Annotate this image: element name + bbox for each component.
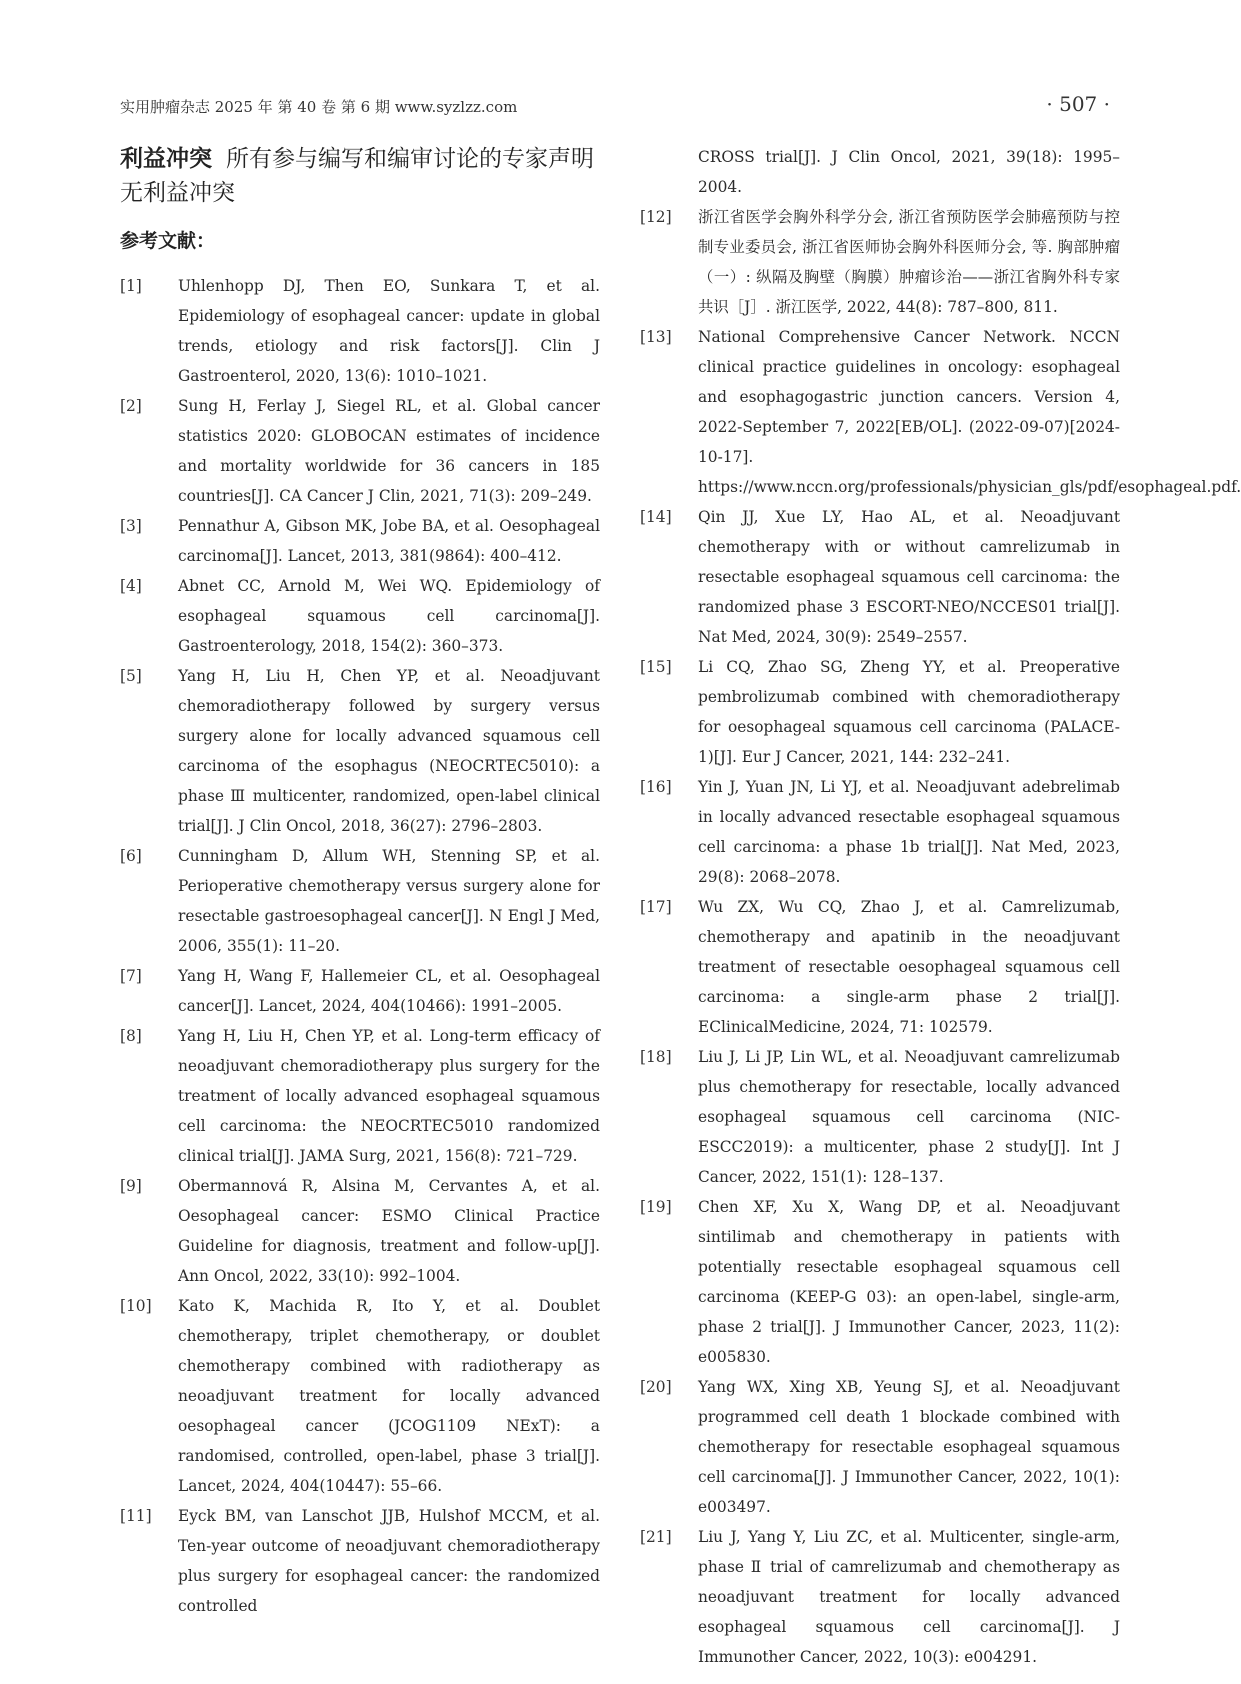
reference-text: Pennathur A, Gibson MK, Jobe BA, et al. Oesophageal carcinoma[J]. Lancet, 2013, 381(9864): 400–412. bbox=[178, 517, 600, 565]
reference-text: Li CQ, Zhao SG, Zheng YY, et al. Preoperative pembrolizumab combined with chemoradiotherapy for oesophageal squamous cell carcinoma (PALACE-1)[J]. Eur J Cancer, 2021, 144: 232–241. bbox=[698, 658, 1120, 766]
reference-number: [16] bbox=[640, 778, 672, 796]
reference-text: Wu ZX, Wu CQ, Zhao J, et al. Camrelizumab, chemotherapy and apatinib in the neoadjuvant treatment of resectable oesophageal squamous cell carcinoma: a single-arm phase 2 trial[J]. EClinicalMedicine, 2024, 71: 102579. bbox=[698, 898, 1120, 1036]
reference-item bbox=[640, 322, 1241, 502]
reference-text: Yang H, Wang F, Hallemeier CL, et al. Oesophageal cancer[J]. Lancet, 2024, 404(10466): 1991–2005. bbox=[178, 967, 600, 1015]
conflict-of-interest-label: 利益冲突 bbox=[120, 146, 212, 172]
reference-text: Cunningham D, Allum WH, Stenning SP, et al. Perioperative chemotherapy versus surgery alone for resectable gastroesophageal cancer[J]. N Engl J Med, 2006, 355(1): 11–20. bbox=[178, 847, 600, 955]
reference-item bbox=[640, 652, 1120, 772]
references-heading: 参考文献： bbox=[120, 230, 216, 252]
reference-text: Yang H, Liu H, Chen YP, et al. Neoadjuvant chemoradiotherapy followed by surgery versus surgery alone for locally advanced squamous cell carcinoma of the esophagus (NEOCRTEC5010): a phase Ⅲ multicenter, randomized, open-label clinical trial[J]. J Clin Oncol, 2018, 36(27): 2796–2803. bbox=[178, 667, 600, 835]
reference-number: [18] bbox=[640, 1048, 672, 1066]
reference-text: 浙江省医学会胸外科学分会, 浙江省预防医学会肺癌预防与控制专业委员会, 浙江省医师协会胸外科医师分会, 等. 胸部肿瘤（一）: 纵隔及胸壁（胸膜）肿瘤诊治——浙江省胸外科专家共识［J］. 浙江医学, 2022, 44(8): 787–800, 811. bbox=[698, 208, 1120, 316]
reference-number: [15] bbox=[640, 658, 672, 676]
reference-text: National Comprehensive Cancer Network. NCCN clinical practice guidelines in oncology: esophageal and esophagogastric junction cancers. Version 4, 2022-September 7, 2022[EB/OL]. (2022-09-07)[2024-10-17]. https://www.nccn.org/professionals/physician_gls/pdf/esophageal.pdf. bbox=[698, 328, 1241, 496]
reference-item bbox=[120, 511, 600, 571]
reference-item bbox=[120, 1171, 600, 1291]
reference-item bbox=[120, 1291, 600, 1501]
reference-number: [8] bbox=[120, 1027, 142, 1045]
reference-number: [17] bbox=[640, 898, 672, 916]
reference-text: Liu J, Li JP, Lin WL, et al. Neoadjuvant camrelizumab plus chemotherapy for resectable, locally advanced esophageal squamous cell carcinoma (NIC-ESCC2019): a multicenter, phase 2 study[J]. Int J Cancer, 2022, 151(1): 128–137. bbox=[698, 1048, 1120, 1186]
reference-list-left bbox=[120, 271, 600, 1621]
reference-item bbox=[120, 271, 600, 391]
reference-text: Yin J, Yuan JN, Li YJ, et al. Neoadjuvant adebrelimab in locally advanced resectable esophageal squamous cell carcinoma: a phase 1b trial[J]. Nat Med, 2023, 29(8): 2068–2078. bbox=[698, 778, 1120, 886]
reference-continuation: CROSS trial[J]. J Clin Oncol, 2021, 39(18): 1995–2004. bbox=[698, 148, 1120, 196]
reference-item bbox=[640, 892, 1120, 1042]
reference-item bbox=[640, 1042, 1120, 1192]
page-header bbox=[120, 92, 1110, 122]
reference-item bbox=[120, 841, 600, 961]
reference-number: [21] bbox=[640, 1528, 672, 1546]
reference-item bbox=[640, 772, 1120, 892]
reference-text: Qin JJ, Xue LY, Hao AL, et al. Neoadjuvant chemotherapy with or without camrelizumab in resectable esophageal squamous cell carcinoma: the randomized phase 3 ESCORT-NEO/NCCES01 trial[J]. Nat Med, 2024, 30(9): 2549–2557. bbox=[698, 508, 1120, 646]
reference-text: Kato K, Machida R, Ito Y, et al. Doublet chemotherapy, triplet chemotherapy, or doublet chemotherapy combined with radiotherapy as neoadjuvant treatment for locally advanced oesophageal cancer (JCOG1109 NExT): a randomised, controlled, open-label, phase 3 trial[J]. Lancet, 2024, 404(10447): 55–66. bbox=[178, 1297, 600, 1495]
reference-item bbox=[120, 1501, 600, 1621]
reference-number: [3] bbox=[120, 517, 142, 535]
reference-item bbox=[120, 1021, 600, 1171]
reference-item bbox=[640, 1522, 1120, 1672]
reference-text: Chen XF, Xu X, Wang DP, et al. Neoadjuvant sintilimab and chemotherapy in patients with potentially resectable esophageal squamous cell carcinoma (KEEP-G 03): an open-label, single-arm, phase 2 trial[J]. J Immunother Cancer, 2023, 11(2): e005830. bbox=[698, 1198, 1120, 1366]
reference-item bbox=[120, 961, 600, 1021]
reference-number: [4] bbox=[120, 577, 142, 595]
right-column bbox=[640, 142, 1241, 1672]
left-column bbox=[120, 142, 600, 1621]
reference-text: Eyck BM, van Lanschot JJB, Hulshof MCCM, et al. Ten-year outcome of neoadjuvant chemoradiotherapy plus surgery for esophageal cancer: the randomized controlled bbox=[178, 1507, 600, 1615]
reference-number: [13] bbox=[640, 328, 672, 346]
reference-number: [10] bbox=[120, 1297, 152, 1315]
reference-number: [20] bbox=[640, 1378, 672, 1396]
reference-number: [5] bbox=[120, 667, 142, 685]
reference-number: [1] bbox=[120, 277, 142, 295]
reference-number: [9] bbox=[120, 1177, 142, 1195]
reference-item bbox=[120, 391, 600, 511]
reference-number: [7] bbox=[120, 967, 142, 985]
journal-info: 实用肿瘤杂志 2025 年 第 40 卷 第 6 期 www.syzlzz.com bbox=[120, 98, 518, 116]
reference-text: Yang WX, Xing XB, Yeung SJ, et al. Neoadjuvant programmed cell death 1 blockade combined with chemotherapy for resectable esophageal squamous cell carcinoma[J]. J Immunother Cancer, 2022, 10(1): e003497. bbox=[698, 1378, 1120, 1516]
reference-number: [6] bbox=[120, 847, 142, 865]
reference-item bbox=[640, 1372, 1120, 1522]
reference-item bbox=[120, 571, 600, 661]
reference-list-right bbox=[640, 202, 1241, 1672]
reference-item bbox=[640, 1192, 1120, 1372]
conflict-of-interest bbox=[120, 142, 600, 210]
reference-item bbox=[640, 202, 1120, 322]
reference-number: [14] bbox=[640, 508, 672, 526]
reference-item bbox=[640, 502, 1120, 652]
reference-number: [12] bbox=[640, 208, 672, 226]
reference-text: Sung H, Ferlay J, Siegel RL, et al. Global cancer statistics 2020: GLOBOCAN estimates of incidence and mortality worldwide for 36 cancers in 185 countries[J]. CA Cancer J Clin, 2021, 71(3): 209–249. bbox=[178, 397, 600, 505]
reference-text: Uhlenhopp DJ, Then EO, Sunkara T, et al. Epidemiology of esophageal cancer: update in global trends, etiology and risk factors[J]. Clin J Gastroenterol, 2020, 13(6): 1010–1021. bbox=[178, 277, 600, 385]
reference-text: Abnet CC, Arnold M, Wei WQ. Epidemiology of esophageal squamous cell carcinoma[J]. Gastroenterology, 2018, 154(2): 360–373. bbox=[178, 577, 600, 655]
reference-text: Yang H, Liu H, Chen YP, et al. Long-term efficacy of neoadjuvant chemoradiotherapy plus surgery for the treatment of locally advanced esophageal squamous cell carcinoma: the NEOCRTEC5010 randomized clinical trial[J]. JAMA Surg, 2021, 156(8): 721–729. bbox=[178, 1027, 600, 1165]
reference-text: Liu J, Yang Y, Liu ZC, et al. Multicenter, single-arm, phase Ⅱ trial of camrelizumab and chemotherapy as neoadjuvant treatment for locally advanced esophageal squamous cell carcinoma[J]. J Immunother Cancer, 2022, 10(3): e004291. bbox=[698, 1528, 1120, 1666]
reference-number: [19] bbox=[640, 1198, 672, 1216]
reference-item bbox=[120, 661, 600, 841]
conflict-of-interest-text: 所有参与编写和编审讨论的专家声明无利益冲突 bbox=[120, 146, 594, 206]
page-number: · 507 · bbox=[1046, 92, 1110, 116]
reference-text: Obermannová R, Alsina M, Cervantes A, et al. Oesophageal cancer: ESMO Clinical Practice Guideline for diagnosis, treatment and follow-up[J]. Ann Oncol, 2022, 33(10): 992–1004. bbox=[178, 1177, 600, 1285]
reference-number: [2] bbox=[120, 397, 142, 415]
reference-number: [11] bbox=[120, 1507, 152, 1525]
